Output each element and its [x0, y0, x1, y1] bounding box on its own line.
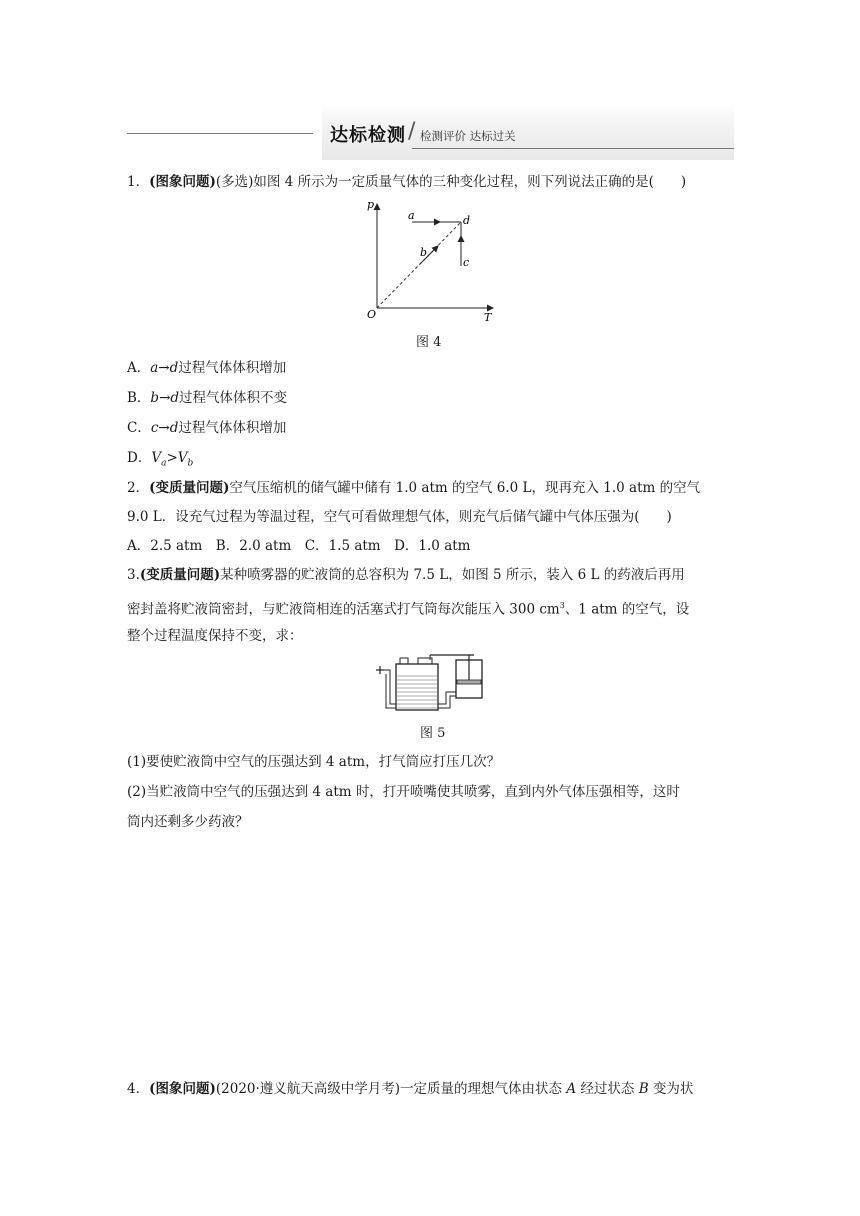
figure-4-pt-diagram	[360, 196, 510, 324]
state-b-symbol: B	[638, 1081, 649, 1097]
subscript-a: a	[161, 458, 167, 469]
point-a-label: a	[408, 209, 415, 222]
q3-sub2-line1: (2)当贮液筒中空气的压强达到 4 atm 时，打开喷嘴使其喷雾，直到内外气体压强相等，这时	[127, 784, 680, 800]
liquid-hatching	[397, 676, 437, 708]
section-subtitle: 检测评价 达标过关	[420, 129, 516, 143]
q2-stem-line1	[127, 479, 700, 497]
q1-stem	[127, 173, 686, 191]
piston	[457, 680, 481, 684]
volume-symbol-a: V	[151, 450, 162, 466]
q4-stem	[127, 1080, 693, 1098]
q4-number: 4．	[127, 1081, 150, 1097]
option-expr: c→d	[150, 420, 179, 436]
figure-5-sprayer-diagram	[370, 652, 490, 718]
volume-symbol-b: V	[177, 450, 188, 466]
q3-line2-tail: 、1 atm 的空气，设	[564, 601, 690, 618]
option-letter: D．	[127, 450, 152, 466]
q2-line1: 空气压缩机的储气罐中储有 1.0 atm 的空气 6.0 L，现再充入 1.0 atm 的空气	[229, 480, 701, 496]
option-expr: b→d	[150, 390, 180, 406]
q3-sub1: (1)要使贮液筒中空气的压强达到 4 atm，打气筒应打压几次？	[127, 754, 501, 770]
header-right-rule	[412, 148, 734, 149]
q3-stem-line3: 整个过程温度保持不变，求：	[127, 628, 303, 644]
q3-number: 3.	[127, 567, 140, 583]
q3-line2-text: 密封盖将贮液筒密封，与贮液筒相连的活塞式打气筒每次能压入 300 cm	[127, 601, 560, 618]
q1-text: (多选)如图 4 所示为一定质量气体的三种变化过程，则下列说法正确的是( )	[215, 174, 687, 190]
point-d-label: d	[463, 214, 471, 227]
q1-option-d	[127, 449, 193, 473]
header-slash: /	[408, 119, 416, 144]
option-letter: A．	[127, 360, 151, 376]
origin-label: O	[367, 308, 377, 321]
q3-tag: (变质量问题)	[139, 567, 221, 583]
q4-text-post: 变为状	[648, 1081, 694, 1097]
option-text: 过程气体体积不变	[179, 390, 288, 406]
isochore-dashed-line	[377, 222, 461, 308]
q3-stem-line1	[127, 566, 685, 584]
option-text: 过程气体体积增加	[178, 420, 287, 436]
point-c-label: c	[463, 256, 470, 269]
section-title: 达标检测	[330, 125, 406, 146]
q4-text-pre: (2020·遵义航天高级中学月考)一定质量的理想气体由状态	[215, 1081, 567, 1097]
p-axis-label: p	[367, 198, 375, 211]
cubic-superscript: 3	[559, 601, 565, 610]
option-letter: C．	[127, 420, 151, 436]
option-text: 过程气体体积增加	[178, 360, 287, 376]
option-expr: a→d	[150, 360, 179, 376]
q1-option-b	[127, 389, 287, 407]
q1-number: 1．	[127, 174, 150, 190]
greater-than: >	[166, 450, 178, 466]
figure-5-caption: 图 5	[420, 726, 446, 741]
figure-4-caption: 图 4	[416, 335, 442, 350]
q1-tag: (图象问题)	[149, 174, 216, 190]
point-b-label: b	[420, 246, 428, 259]
option-letter: B．	[127, 390, 151, 406]
state-a-symbol: A	[566, 1081, 577, 1097]
subscript-b: b	[187, 458, 194, 469]
liquid-tank	[396, 664, 438, 710]
q2-tag: (变质量问题)	[149, 480, 230, 496]
q4-tag: (图象问题)	[149, 1081, 216, 1097]
q2-number: 2．	[127, 480, 150, 496]
q1-option-a	[127, 359, 286, 377]
q4-text-mid: 经过状态	[576, 1081, 639, 1097]
q2-options: A．2.5 atm B．2.0 atm C．1.5 atm D．1.0 atm	[127, 538, 471, 554]
q3-sub2-line2: 筒内还剩多少药液？	[127, 814, 249, 830]
header-left-rule	[127, 133, 313, 134]
q3-line1: 某种喷雾器的贮液筒的总容积为 7.5 L，如图 5 所示，装入 6 L 的药液后再用	[220, 567, 685, 583]
q2-stem-line2: 9.0 L．设充气过程为等温过程，空气可看做理想气体，则充气后储气罐中气体压强为( )	[127, 509, 672, 525]
q3-stem-line2	[127, 597, 689, 619]
t-axis-label: T	[484, 311, 492, 324]
q1-option-c	[127, 419, 286, 437]
